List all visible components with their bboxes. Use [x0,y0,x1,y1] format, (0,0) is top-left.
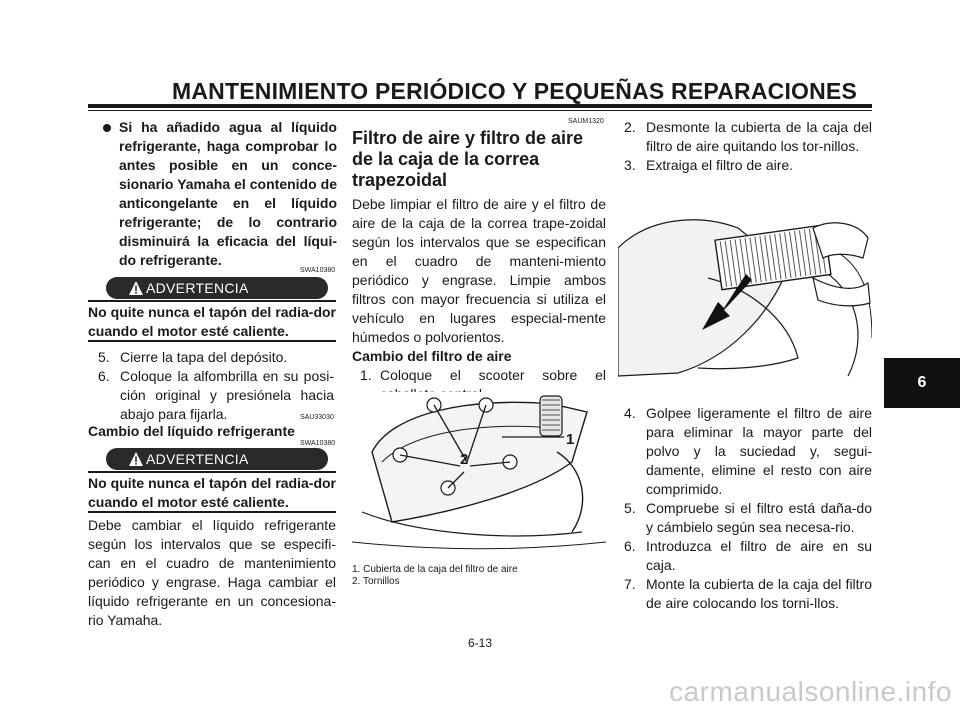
warning-banner [88,448,336,472]
list-item [618,118,872,156]
step-number: 1. [360,367,372,383]
air-filter-removal-illustration [618,208,872,380]
air-filter-cover-illustration [352,392,606,554]
section-subheading: Cambio del líquido refrigerante [88,423,295,439]
list-item [618,537,872,575]
step-number: 7. [624,576,636,592]
bullet-dot-icon [103,124,111,132]
warning-pill [106,448,328,470]
ref-code: SWA10380 [300,440,336,447]
ref-code: SAU33030 [300,414,334,421]
step-number: 5. [624,500,636,516]
warning-triangle-icon [128,280,144,296]
list-item [88,367,336,424]
list-item [618,499,872,537]
warning-pill [106,277,328,299]
steps-list [618,118,872,175]
warning-label: ADVERTENCIA [146,280,249,296]
warning-rule [88,300,336,302]
figure-label-2: 2 [460,451,469,468]
warning-banner [88,277,336,301]
chapter-tab[interactable] [884,358,960,408]
warning-rule [88,511,336,513]
ref-code: SAUM1320 [568,118,604,125]
list-item [618,575,872,613]
bullet-note [103,118,337,270]
step-text: Extraiga el filtro de aire. [646,157,794,173]
list-item [618,156,872,175]
chapter-tab-label: 6 [917,374,927,391]
step-text: Coloque el scooter sobre el [380,367,606,383]
step-number: 6. [98,368,110,384]
step-text: Introduzca el filtro de aire en su caja. [646,538,872,573]
step-text: Desmonte la cubierta de la caja del filtro de aire quitando los tor-nillos. [646,119,872,154]
step-text: Monte la cubierta de la caja del filtro de aire colocando los torni-llos. [646,576,872,611]
header-rule [88,104,872,108]
step-number: 4. [624,405,636,421]
step-number: 3. [624,157,636,173]
step-text: Compruebe si el filtro está daña-do y cámbielo según sea necesa-rio. [646,500,872,535]
figure-caption-1: 1. Cubierta de la caja del filtro de aire [352,564,518,575]
step-text: Golpee ligeramente el filtro de aire para eliminar la mayor parte del polvo y la suciedad y, segui-damente, elimine el resto con aire comprimido. [646,405,872,497]
step-number: 2. [624,119,636,135]
header-rule-thin [88,110,872,111]
step-text: Coloque la alfombrilla en su posi-ción original y presiónela hacia abajo para fijarla. [120,368,334,422]
watermark-link[interactable]: carmanualsonline.info [669,676,952,707]
page-number: 6-13 [467,636,493,650]
section-subheading: Cambio del filtro de aire [352,348,512,364]
figure-label-1: 1 [566,431,575,448]
list-item [618,404,872,499]
figure-caption-2: 2. Tornillos [352,576,400,587]
warning-triangle-icon [128,451,144,467]
warning-rule [88,340,336,342]
step-number: 6. [624,538,636,554]
warning-text: No quite nunca el tapón del radia-dor cuando el motor esté caliente. [88,475,336,510]
warning-label: ADVERTENCIA [146,451,249,467]
steps-list [88,348,336,424]
bullet-note-text: Si ha añadido agua al líquido refrigerante, haga comprobar lo antes posible en un conce-sionario Yamaha el contenido de anticongelante en el líquido refrigerante; de lo contrario disminuirá la eficacia del líqui-do refrigerante. [119,119,337,268]
section-heading: Filtro de aire y filtro de aire de la caja de la correa trapezoidal [352,128,584,190]
list-item [88,348,336,367]
warning-rule [88,471,336,473]
steps-list [618,404,872,613]
ref-code: SWA10380 [300,267,336,274]
step-text: Cierre la tapa del depósito. [120,349,288,365]
page-header-title: MANTENIMIENTO PERIÓDICO Y PEQUEÑAS REPARACIONES [172,78,858,104]
body-paragraph: Debe limpiar el filtro de aire y el filtro de aire de la caja de la correa trape-zoidal según los intervalos que se especifican en el cuadro de manteni-miento periódico y engrase. Limpie ambos filtros con mayor frecuencia si utiliza el vehículo en lugares especial-mente húmedos o polvorientos. [352,196,606,345]
step-number: 5. [98,349,110,365]
body-paragraph: Debe cambiar el líquido refrigerante según los intervalos que se especifi-can en el cuadro de mantenimiento periódico y engrase. Haga cambiar el líquido refrigerante en un concesiona-rio Yamaha. [88,517,336,628]
warning-text: No quite nunca el tapón del radia-dor cuando el motor esté caliente. [88,304,336,339]
